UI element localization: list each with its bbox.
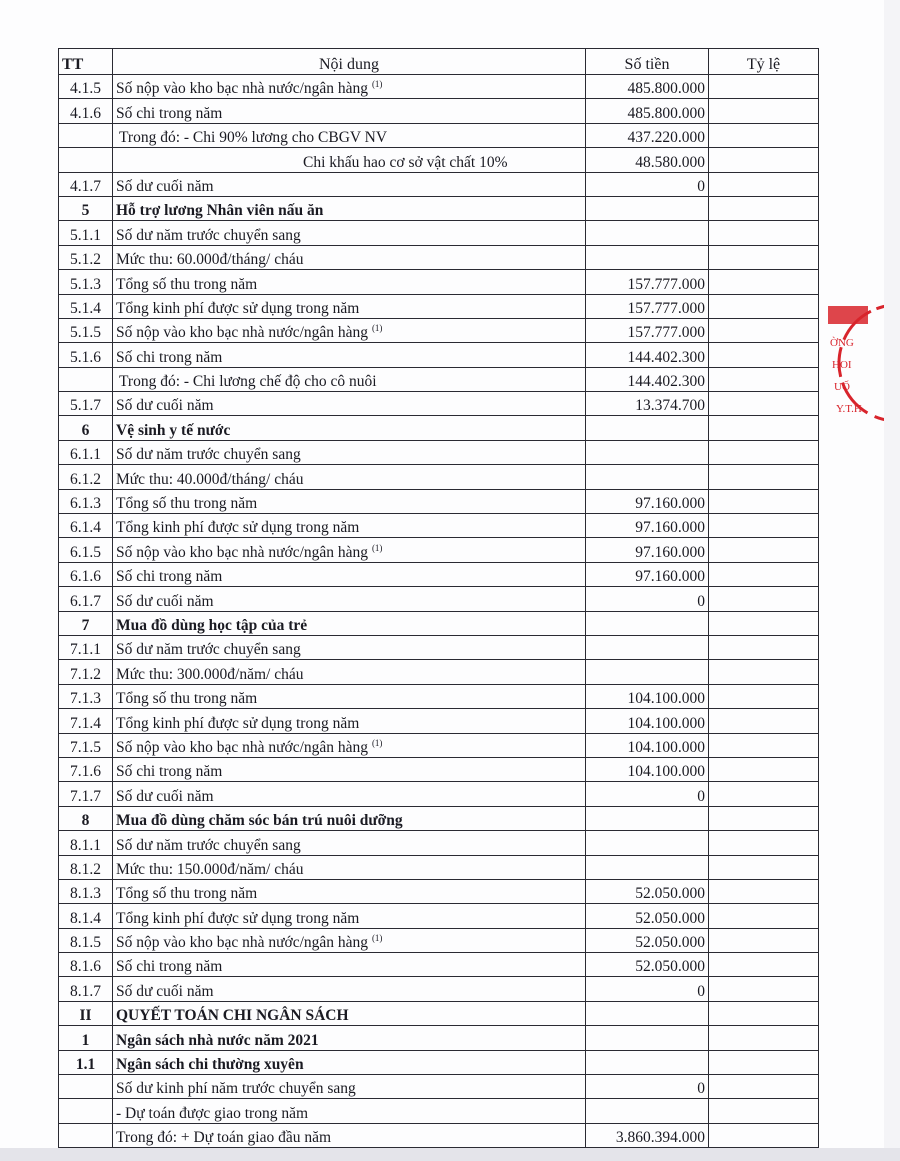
row-text: Số dư năm trước chuyển sang — [116, 446, 301, 464]
row-ratio — [709, 270, 819, 294]
row-ratio — [709, 367, 819, 391]
row-content — [113, 489, 586, 513]
row-text: Số dư cuối năm — [116, 397, 214, 415]
row-number: 4.1.6 — [59, 99, 113, 123]
row-ratio — [709, 196, 819, 220]
row-amount — [586, 660, 709, 684]
row-amount: 104.100.000 — [586, 733, 709, 757]
row-content — [113, 440, 586, 464]
row-number: 6.1.2 — [59, 465, 113, 489]
row-ratio — [709, 99, 819, 123]
row-number: 7.1.6 — [59, 757, 113, 781]
table-row — [59, 660, 819, 684]
row-amount: 144.402.300 — [586, 367, 709, 391]
row-amount: 104.100.000 — [586, 757, 709, 781]
row-content — [113, 367, 586, 391]
row-amount — [586, 635, 709, 659]
row-number: 5 — [59, 196, 113, 220]
footnote-marker: (1) — [371, 737, 383, 748]
row-text: Trong đó: - Chi 90% lương cho CBGV NV — [119, 129, 388, 147]
table-row — [59, 757, 819, 781]
scrollbar[interactable] — [884, 0, 900, 1148]
row-text: Số dư cuối năm — [116, 982, 214, 1000]
row-number: 4.1.5 — [59, 75, 113, 99]
table-row — [59, 953, 819, 977]
row-content — [113, 514, 586, 538]
row-ratio — [709, 172, 819, 196]
row-number: 8.1.1 — [59, 831, 113, 855]
row-ratio — [709, 660, 819, 684]
row-ratio — [709, 953, 819, 977]
row-text: Mức thu: 300.000đ/năm/ cháu — [116, 665, 304, 683]
row-number: 5.1.7 — [59, 392, 113, 416]
row-content — [113, 855, 586, 879]
table-row — [59, 538, 819, 562]
row-number: 8.1.6 — [59, 953, 113, 977]
table-row — [59, 684, 819, 708]
row-text: Số chi trong năm — [116, 958, 223, 976]
row-number: 6.1.6 — [59, 562, 113, 586]
row-amount: 144.402.300 — [586, 343, 709, 367]
table-row — [59, 392, 819, 416]
header-amount: Số tiền — [586, 49, 709, 75]
row-ratio — [709, 1099, 819, 1123]
row-amount: 97.160.000 — [586, 562, 709, 586]
row-amount: 0 — [586, 977, 709, 1001]
header-ratio: Tỷ lệ — [709, 49, 819, 75]
table-row — [59, 172, 819, 196]
row-amount: 157.777.000 — [586, 294, 709, 318]
row-amount: 157.777.000 — [586, 270, 709, 294]
row-ratio — [709, 440, 819, 464]
table-row — [59, 855, 819, 879]
table-row — [59, 123, 819, 147]
row-number: 5.1.6 — [59, 343, 113, 367]
row-text: Mức thu: 40.000đ/tháng/ cháu — [116, 470, 304, 488]
row-ratio — [709, 879, 819, 903]
row-content — [113, 148, 586, 172]
table-row — [59, 562, 819, 586]
row-content — [113, 416, 586, 440]
row-ratio — [709, 684, 819, 708]
row-ratio — [709, 1075, 819, 1099]
row-number: 6 — [59, 416, 113, 440]
row-number: 7 — [59, 611, 113, 635]
row-text: Số dư năm trước chuyển sang — [116, 641, 301, 659]
row-ratio — [709, 392, 819, 416]
row-amount: 3.860.394.000 — [586, 1123, 709, 1147]
stamp-text-line: ỜNG — [830, 337, 854, 349]
row-amount — [586, 1026, 709, 1050]
budget-settlement-table — [58, 48, 819, 1148]
row-number: 6.1.1 — [59, 440, 113, 464]
row-content — [113, 709, 586, 733]
table-row — [59, 440, 819, 464]
row-content — [113, 977, 586, 1001]
row-content — [113, 123, 586, 147]
row-amount: 52.050.000 — [586, 953, 709, 977]
row-number: 7.1.2 — [59, 660, 113, 684]
row-amount: 97.160.000 — [586, 489, 709, 513]
table-row — [59, 709, 819, 733]
row-ratio — [709, 123, 819, 147]
row-number: 8.1.4 — [59, 904, 113, 928]
table-row — [59, 904, 819, 928]
row-number: 5.1.2 — [59, 245, 113, 269]
row-number: 6.1.7 — [59, 587, 113, 611]
row-content — [113, 1001, 586, 1025]
row-content — [113, 684, 586, 708]
row-amount: 52.050.000 — [586, 904, 709, 928]
row-amount: 13.374.700 — [586, 392, 709, 416]
row-amount: 104.100.000 — [586, 709, 709, 733]
table-row — [59, 977, 819, 1001]
row-ratio — [709, 1123, 819, 1147]
row-ratio — [709, 757, 819, 781]
row-amount: 104.100.000 — [586, 684, 709, 708]
bottom-edge — [0, 1148, 900, 1161]
row-amount — [586, 1001, 709, 1025]
row-ratio — [709, 782, 819, 806]
row-ratio — [709, 538, 819, 562]
table-row — [59, 1123, 819, 1147]
row-number — [59, 148, 113, 172]
footnote-marker: (1) — [371, 323, 383, 334]
row-text: Số chi trong năm — [116, 568, 223, 586]
row-content — [113, 172, 586, 196]
row-amount — [586, 465, 709, 489]
row-number: 7.1.7 — [59, 782, 113, 806]
row-ratio — [709, 343, 819, 367]
row-ratio — [709, 465, 819, 489]
row-text: Mức thu: 150.000đ/năm/ cháu — [116, 860, 304, 878]
table-row — [59, 367, 819, 391]
stamp-text-line: UỐ — [834, 381, 850, 393]
table-row — [59, 1075, 819, 1099]
row-content — [113, 1123, 586, 1147]
row-ratio — [709, 1001, 819, 1025]
row-text: Số dư năm trước chuyển sang — [116, 226, 301, 244]
row-content — [113, 270, 586, 294]
stamp-text-line: Y.T.H — [836, 403, 862, 415]
row-content — [113, 879, 586, 903]
row-amount — [586, 611, 709, 635]
row-amount: 97.160.000 — [586, 514, 709, 538]
row-number: II — [59, 1001, 113, 1025]
row-ratio — [709, 1026, 819, 1050]
row-ratio — [709, 709, 819, 733]
row-number — [59, 123, 113, 147]
row-number: 6.1.5 — [59, 538, 113, 562]
header-content: Nội dung — [113, 49, 586, 75]
row-ratio — [709, 148, 819, 172]
table-row — [59, 514, 819, 538]
row-amount: 97.160.000 — [586, 538, 709, 562]
table-row — [59, 879, 819, 903]
table-row — [59, 611, 819, 635]
row-content — [113, 611, 586, 635]
row-ratio — [709, 1050, 819, 1074]
row-number: 7.1.1 — [59, 635, 113, 659]
table-row — [59, 318, 819, 342]
row-amount — [586, 245, 709, 269]
row-number: 7.1.4 — [59, 709, 113, 733]
row-amount: 485.800.000 — [586, 75, 709, 99]
footnote-marker: (1) — [371, 932, 383, 943]
row-number: 5.1.1 — [59, 221, 113, 245]
row-text: Tổng số thu trong năm — [116, 690, 258, 708]
row-number — [59, 367, 113, 391]
row-number: 1 — [59, 1026, 113, 1050]
row-number: 8.1.2 — [59, 855, 113, 879]
row-number: 4.1.7 — [59, 172, 113, 196]
stamp-text-line: HOI — [832, 359, 852, 371]
row-ratio — [709, 831, 819, 855]
row-text: Số chi trong năm — [116, 763, 223, 781]
row-content — [113, 1050, 586, 1074]
row-amount: 0 — [586, 1075, 709, 1099]
row-number: 8.1.5 — [59, 928, 113, 952]
row-content — [113, 635, 586, 659]
table-row — [59, 733, 819, 757]
table-row — [59, 928, 819, 952]
table-row — [59, 782, 819, 806]
table-row — [59, 148, 819, 172]
table-row — [59, 221, 819, 245]
row-text: Tổng số thu trong năm — [116, 275, 258, 293]
row-content — [113, 587, 586, 611]
table-row — [59, 1050, 819, 1074]
row-number: 7.1.5 — [59, 733, 113, 757]
table-row — [59, 1026, 819, 1050]
row-ratio — [709, 514, 819, 538]
row-amount: 48.580.000 — [586, 148, 709, 172]
table-row — [59, 587, 819, 611]
row-text: Tổng kinh phí được sử dụng trong năm — [116, 299, 360, 317]
row-content — [113, 904, 586, 928]
row-text: Số dư năm trước chuyển sang — [116, 836, 301, 854]
row-number: 5.1.3 — [59, 270, 113, 294]
row-content — [113, 538, 586, 562]
footnote-marker: (1) — [371, 79, 383, 90]
row-content — [113, 465, 586, 489]
footnote-marker: (1) — [371, 542, 383, 553]
row-text: Ngân sách chi thường xuyên — [116, 1056, 304, 1074]
row-amount — [586, 1099, 709, 1123]
table-row — [59, 196, 819, 220]
table-row — [59, 245, 819, 269]
row-amount — [586, 416, 709, 440]
row-ratio — [709, 489, 819, 513]
table-row — [59, 806, 819, 830]
row-text: Số dư kinh phí năm trước chuyển sang — [116, 1080, 356, 1098]
table-row — [59, 635, 819, 659]
row-number: 6.1.3 — [59, 489, 113, 513]
row-text: Chi khấu hao cơ sở vật chất 10% — [303, 153, 508, 171]
row-ratio — [709, 635, 819, 659]
row-text: Số dư cuối năm — [116, 787, 214, 805]
row-text: Trong đó: - Chi lương chế độ cho cô nuôi — [119, 373, 377, 391]
row-text: Mức thu: 60.000đ/tháng/ cháu — [116, 251, 304, 269]
row-content — [113, 806, 586, 830]
row-text: Số chi trong năm — [116, 348, 223, 366]
row-text: Số nộp vào kho bạc nhà nước/ngân hàng — [116, 80, 369, 98]
row-number — [59, 1099, 113, 1123]
row-text: - Dự toán được giao trong năm — [116, 1104, 309, 1122]
row-text: Tổng số thu trong năm — [116, 885, 258, 903]
row-amount: 52.050.000 — [586, 928, 709, 952]
row-ratio — [709, 928, 819, 952]
table-row — [59, 831, 819, 855]
row-ratio — [709, 75, 819, 99]
row-text: Tổng kinh phí được sử dụng trong năm — [116, 909, 360, 927]
row-text: Mua đồ dùng chăm sóc bán trú nuôi dưỡng — [116, 812, 403, 830]
row-content — [113, 733, 586, 757]
row-amount: 485.800.000 — [586, 99, 709, 123]
row-number — [59, 1123, 113, 1147]
row-text: Số dư cuối năm — [116, 177, 214, 195]
row-ratio — [709, 416, 819, 440]
row-content — [113, 782, 586, 806]
row-content — [113, 75, 586, 99]
row-ratio — [709, 245, 819, 269]
row-amount — [586, 196, 709, 220]
row-text: Tổng số thu trong năm — [116, 495, 258, 513]
row-ratio — [709, 977, 819, 1001]
row-amount — [586, 831, 709, 855]
row-content — [113, 660, 586, 684]
row-ratio — [709, 221, 819, 245]
row-content — [113, 928, 586, 952]
row-text: Vệ sinh y tế nước — [116, 421, 231, 439]
table-row — [59, 75, 819, 99]
row-ratio — [709, 318, 819, 342]
row-ratio — [709, 562, 819, 586]
row-amount: 0 — [586, 587, 709, 611]
row-content — [113, 99, 586, 123]
svg-text:ỜNGHOIUỐY.T.H — [830, 337, 862, 415]
row-ratio — [709, 611, 819, 635]
table-row — [59, 416, 819, 440]
row-content — [113, 831, 586, 855]
row-number: 5.1.4 — [59, 294, 113, 318]
row-content — [113, 562, 586, 586]
row-text: Số dư cuối năm — [116, 592, 214, 610]
table-header-row — [59, 49, 819, 75]
row-text: Tổng kinh phí được sử dụng trong năm — [116, 714, 360, 732]
row-text: Ngân sách nhà nước năm 2021 — [116, 1031, 319, 1049]
row-number: 1.1 — [59, 1050, 113, 1074]
row-ratio — [709, 855, 819, 879]
row-amount: 0 — [586, 782, 709, 806]
row-amount: 0 — [586, 172, 709, 196]
row-content — [113, 196, 586, 220]
row-ratio — [709, 294, 819, 318]
row-content — [113, 953, 586, 977]
row-number: 8 — [59, 806, 113, 830]
row-text: Số nộp vào kho bạc nhà nước/ngân hàng — [116, 738, 369, 756]
row-ratio — [709, 806, 819, 830]
row-content — [113, 1075, 586, 1099]
row-text: Số chi trong năm — [116, 104, 223, 122]
row-ratio — [709, 904, 819, 928]
row-text: Số nộp vào kho bạc nhà nước/ngân hàng — [116, 543, 369, 561]
table-row — [59, 99, 819, 123]
row-number: 7.1.3 — [59, 684, 113, 708]
row-amount — [586, 440, 709, 464]
row-number — [59, 1075, 113, 1099]
row-amount — [586, 806, 709, 830]
row-content — [113, 343, 586, 367]
table-row — [59, 270, 819, 294]
row-content — [113, 1099, 586, 1123]
row-text: Mua đồ dùng học tập của trẻ — [116, 616, 308, 634]
row-amount: 52.050.000 — [586, 879, 709, 903]
row-text: Số nộp vào kho bạc nhà nước/ngân hàng — [116, 324, 369, 342]
row-number: 5.1.5 — [59, 318, 113, 342]
row-number: 8.1.7 — [59, 977, 113, 1001]
row-content — [113, 221, 586, 245]
row-number: 6.1.4 — [59, 514, 113, 538]
row-content — [113, 318, 586, 342]
table-row — [59, 489, 819, 513]
table-row — [59, 343, 819, 367]
row-amount: 157.777.000 — [586, 318, 709, 342]
header-tt: TT — [59, 49, 113, 75]
row-ratio — [709, 733, 819, 757]
row-content — [113, 294, 586, 318]
row-text: Trong đó: + Dự toán giao đầu năm — [116, 1129, 332, 1147]
row-number: 8.1.3 — [59, 879, 113, 903]
row-amount — [586, 221, 709, 245]
row-text: QUYẾT TOÁN CHI NGÂN SÁCH — [116, 1007, 349, 1025]
row-text: Hỗ trợ lương Nhân viên nấu ăn — [116, 202, 324, 220]
row-content — [113, 245, 586, 269]
row-amount — [586, 1050, 709, 1074]
table-row — [59, 1099, 819, 1123]
table-row — [59, 1001, 819, 1025]
row-amount — [586, 855, 709, 879]
row-content — [113, 392, 586, 416]
row-text: Số nộp vào kho bạc nhà nước/ngân hàng — [116, 934, 369, 952]
table-row — [59, 465, 819, 489]
table-row — [59, 294, 819, 318]
row-content — [113, 757, 586, 781]
row-amount: 437.220.000 — [586, 123, 709, 147]
row-text: Tổng kinh phí được sử dụng trong năm — [116, 519, 360, 537]
row-ratio — [709, 587, 819, 611]
row-content — [113, 1026, 586, 1050]
